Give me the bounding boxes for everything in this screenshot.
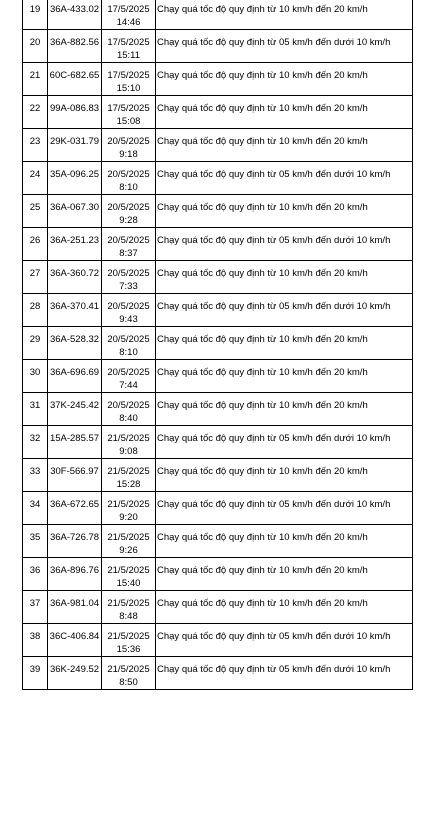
- datetime-cell: [102, 558, 156, 591]
- row-number-cell: 31: [23, 393, 48, 426]
- plate-number-cell: 29K-031.79: [48, 129, 102, 162]
- violation-description-cell: Chạy quá tốc độ quy định từ 05 km/h đến dưới 10 km/h: [156, 492, 413, 525]
- plate-number-cell: 36K-249.52: [48, 657, 102, 690]
- date-text: 21/5/2025: [107, 664, 150, 675]
- date-text: 17/5/2025: [107, 4, 150, 15]
- table-row: [23, 558, 413, 591]
- time-text: 9:20: [119, 512, 138, 523]
- row-number-cell: 30: [23, 360, 48, 393]
- date-text: 21/5/2025: [107, 598, 150, 609]
- plate-number-cell: 37K-245.42: [48, 393, 102, 426]
- violation-description-cell: Chạy quá tốc độ quy định từ 10 km/h đến 20 km/h: [156, 261, 413, 294]
- violation-description-cell: Chạy quá tốc độ quy định từ 05 km/h đến dưới 10 km/h: [156, 30, 413, 63]
- time-text: 8:48: [119, 611, 138, 622]
- violation-description-cell: Chạy quá tốc độ quy định từ 05 km/h đến dưới 10 km/h: [156, 624, 413, 657]
- datetime-cell: [102, 129, 156, 162]
- table-row: [23, 591, 413, 624]
- date-text: 17/5/2025: [107, 103, 150, 114]
- violations-table: [22, 0, 413, 690]
- date-text: 21/5/2025: [107, 631, 150, 642]
- plate-number-cell: 36A-370.41: [48, 294, 102, 327]
- date-text: 21/5/2025: [107, 433, 150, 444]
- datetime-cell: [102, 0, 156, 30]
- date-text: 20/5/2025: [107, 367, 150, 378]
- row-number-cell: 20: [23, 30, 48, 63]
- plate-number-cell: 36C-406.84: [48, 624, 102, 657]
- row-number-cell: 19: [23, 0, 48, 30]
- time-text: 15:40: [116, 578, 141, 589]
- datetime-cell: [102, 492, 156, 525]
- datetime-cell: [102, 525, 156, 558]
- date-text: 20/5/2025: [107, 136, 150, 147]
- violation-description-cell: Chạy quá tốc độ quy định từ 10 km/h đến 20 km/h: [156, 0, 413, 30]
- time-text: 9:28: [119, 215, 138, 226]
- date-text: 20/5/2025: [107, 169, 150, 180]
- time-text: 15:28: [116, 479, 141, 490]
- table-row: [23, 261, 413, 294]
- plate-number-cell: 36A-433.02: [48, 0, 102, 30]
- plate-number-cell: 60C-682.65: [48, 63, 102, 96]
- plate-number-cell: 36A-882.56: [48, 30, 102, 63]
- violation-description-cell: Chạy quá tốc độ quy định từ 10 km/h đến 20 km/h: [156, 393, 413, 426]
- plate-number-cell: 36A-672.65: [48, 492, 102, 525]
- date-text: 20/5/2025: [107, 268, 150, 279]
- row-number-cell: 26: [23, 228, 48, 261]
- date-text: 17/5/2025: [107, 37, 150, 48]
- row-number-cell: 21: [23, 63, 48, 96]
- row-number-cell: 29: [23, 327, 48, 360]
- table-row: [23, 63, 413, 96]
- datetime-cell: [102, 657, 156, 690]
- date-text: 20/5/2025: [107, 334, 150, 345]
- datetime-cell: [102, 393, 156, 426]
- time-text: 15:36: [116, 644, 141, 655]
- violation-description-cell: Chạy quá tốc độ quy định từ 10 km/h đến 20 km/h: [156, 459, 413, 492]
- table-row: [23, 492, 413, 525]
- violation-description-cell: Chạy quá tốc độ quy định từ 10 km/h đến 20 km/h: [156, 360, 413, 393]
- datetime-cell: [102, 30, 156, 63]
- violation-description-cell: Chạy quá tốc độ quy định từ 05 km/h đến dưới 10 km/h: [156, 426, 413, 459]
- datetime-cell: [102, 261, 156, 294]
- table-row: [23, 525, 413, 558]
- row-number-cell: 24: [23, 162, 48, 195]
- table-row: [23, 0, 413, 30]
- datetime-cell: [102, 426, 156, 459]
- time-text: 8:50: [119, 677, 138, 688]
- date-text: 20/5/2025: [107, 400, 150, 411]
- violation-description-cell: Chạy quá tốc độ quy định từ 05 km/h đến dưới 10 km/h: [156, 162, 413, 195]
- plate-number-cell: 36A-896.76: [48, 558, 102, 591]
- violation-description-cell: Chạy quá tốc độ quy định từ 10 km/h đến 20 km/h: [156, 327, 413, 360]
- row-number-cell: 38: [23, 624, 48, 657]
- table-row: [23, 96, 413, 129]
- table-row: [23, 657, 413, 690]
- violation-description-cell: Chạy quá tốc độ quy định từ 05 km/h đến dưới 10 km/h: [156, 228, 413, 261]
- row-number-cell: 22: [23, 96, 48, 129]
- table-row: [23, 129, 413, 162]
- row-number-cell: 33: [23, 459, 48, 492]
- datetime-cell: [102, 459, 156, 492]
- date-text: 21/5/2025: [107, 499, 150, 510]
- time-text: 8:40: [119, 413, 138, 424]
- violation-description-cell: Chạy quá tốc độ quy định từ 10 km/h đến 20 km/h: [156, 558, 413, 591]
- plate-number-cell: 36A-726.78: [48, 525, 102, 558]
- table-row: [23, 393, 413, 426]
- plate-number-cell: 36A-981.04: [48, 591, 102, 624]
- violation-description-cell: Chạy quá tốc độ quy định từ 10 km/h đến 20 km/h: [156, 591, 413, 624]
- time-text: 8:10: [119, 347, 138, 358]
- table-row: [23, 228, 413, 261]
- time-text: 9:43: [119, 314, 138, 325]
- date-text: 17/5/2025: [107, 70, 150, 81]
- table-row: [23, 360, 413, 393]
- plate-number-cell: 36A-251.23: [48, 228, 102, 261]
- date-text: 21/5/2025: [107, 466, 150, 477]
- row-number-cell: 35: [23, 525, 48, 558]
- plate-number-cell: 36A-696.69: [48, 360, 102, 393]
- plate-number-cell: 30F-566.97: [48, 459, 102, 492]
- time-text: 9:18: [119, 149, 138, 160]
- table-row: [23, 30, 413, 63]
- datetime-cell: [102, 591, 156, 624]
- table-row: [23, 294, 413, 327]
- violation-description-cell: Chạy quá tốc độ quy định từ 10 km/h đến 20 km/h: [156, 96, 413, 129]
- time-text: 9:08: [119, 446, 138, 457]
- datetime-cell: [102, 294, 156, 327]
- plate-number-cell: 35A-096.25: [48, 162, 102, 195]
- datetime-cell: [102, 162, 156, 195]
- violation-description-cell: Chạy quá tốc độ quy định từ 10 km/h đến 20 km/h: [156, 525, 413, 558]
- time-text: 8:37: [119, 248, 138, 259]
- time-text: 7:44: [119, 380, 138, 391]
- row-number-cell: 23: [23, 129, 48, 162]
- violation-description-cell: Chạy quá tốc độ quy định từ 10 km/h đến 20 km/h: [156, 63, 413, 96]
- table-row: [23, 162, 413, 195]
- date-text: 21/5/2025: [107, 532, 150, 543]
- table-row: [23, 195, 413, 228]
- table-row: [23, 624, 413, 657]
- time-text: 15:10: [116, 83, 141, 94]
- row-number-cell: 28: [23, 294, 48, 327]
- date-text: 21/5/2025: [107, 565, 150, 576]
- violations-table-body: [23, 0, 413, 690]
- plate-number-cell: 15A-285.57: [48, 426, 102, 459]
- time-text: 14:46: [116, 17, 141, 28]
- datetime-cell: [102, 327, 156, 360]
- violation-description-cell: Chạy quá tốc độ quy định từ 10 km/h đến 20 km/h: [156, 195, 413, 228]
- datetime-cell: [102, 195, 156, 228]
- plate-number-cell: 36A-067.30: [48, 195, 102, 228]
- datetime-cell: [102, 63, 156, 96]
- time-text: 15:11: [116, 50, 141, 61]
- table-row: [23, 327, 413, 360]
- row-number-cell: 32: [23, 426, 48, 459]
- row-number-cell: 27: [23, 261, 48, 294]
- time-text: 9:26: [119, 545, 138, 556]
- date-text: 20/5/2025: [107, 301, 150, 312]
- date-text: 20/5/2025: [107, 202, 150, 213]
- row-number-cell: 36: [23, 558, 48, 591]
- date-text: 20/5/2025: [107, 235, 150, 246]
- table-row: [23, 459, 413, 492]
- datetime-cell: [102, 96, 156, 129]
- row-number-cell: 37: [23, 591, 48, 624]
- plate-number-cell: 99A-086.83: [48, 96, 102, 129]
- time-text: 15:08: [116, 116, 141, 127]
- row-number-cell: 25: [23, 195, 48, 228]
- plate-number-cell: 36A-528.32: [48, 327, 102, 360]
- violation-description-cell: Chạy quá tốc độ quy định từ 10 km/h đến 20 km/h: [156, 129, 413, 162]
- violation-description-cell: Chạy quá tốc độ quy định từ 05 km/h đến dưới 10 km/h: [156, 294, 413, 327]
- time-text: 8:10: [119, 182, 138, 193]
- table-row: [23, 426, 413, 459]
- plate-number-cell: 36A-360.72: [48, 261, 102, 294]
- datetime-cell: [102, 360, 156, 393]
- row-number-cell: 39: [23, 657, 48, 690]
- datetime-cell: [102, 624, 156, 657]
- time-text: 7:33: [119, 281, 138, 292]
- violation-description-cell: Chạy quá tốc độ quy định từ 05 km/h đến dưới 10 km/h: [156, 657, 413, 690]
- datetime-cell: [102, 228, 156, 261]
- row-number-cell: 34: [23, 492, 48, 525]
